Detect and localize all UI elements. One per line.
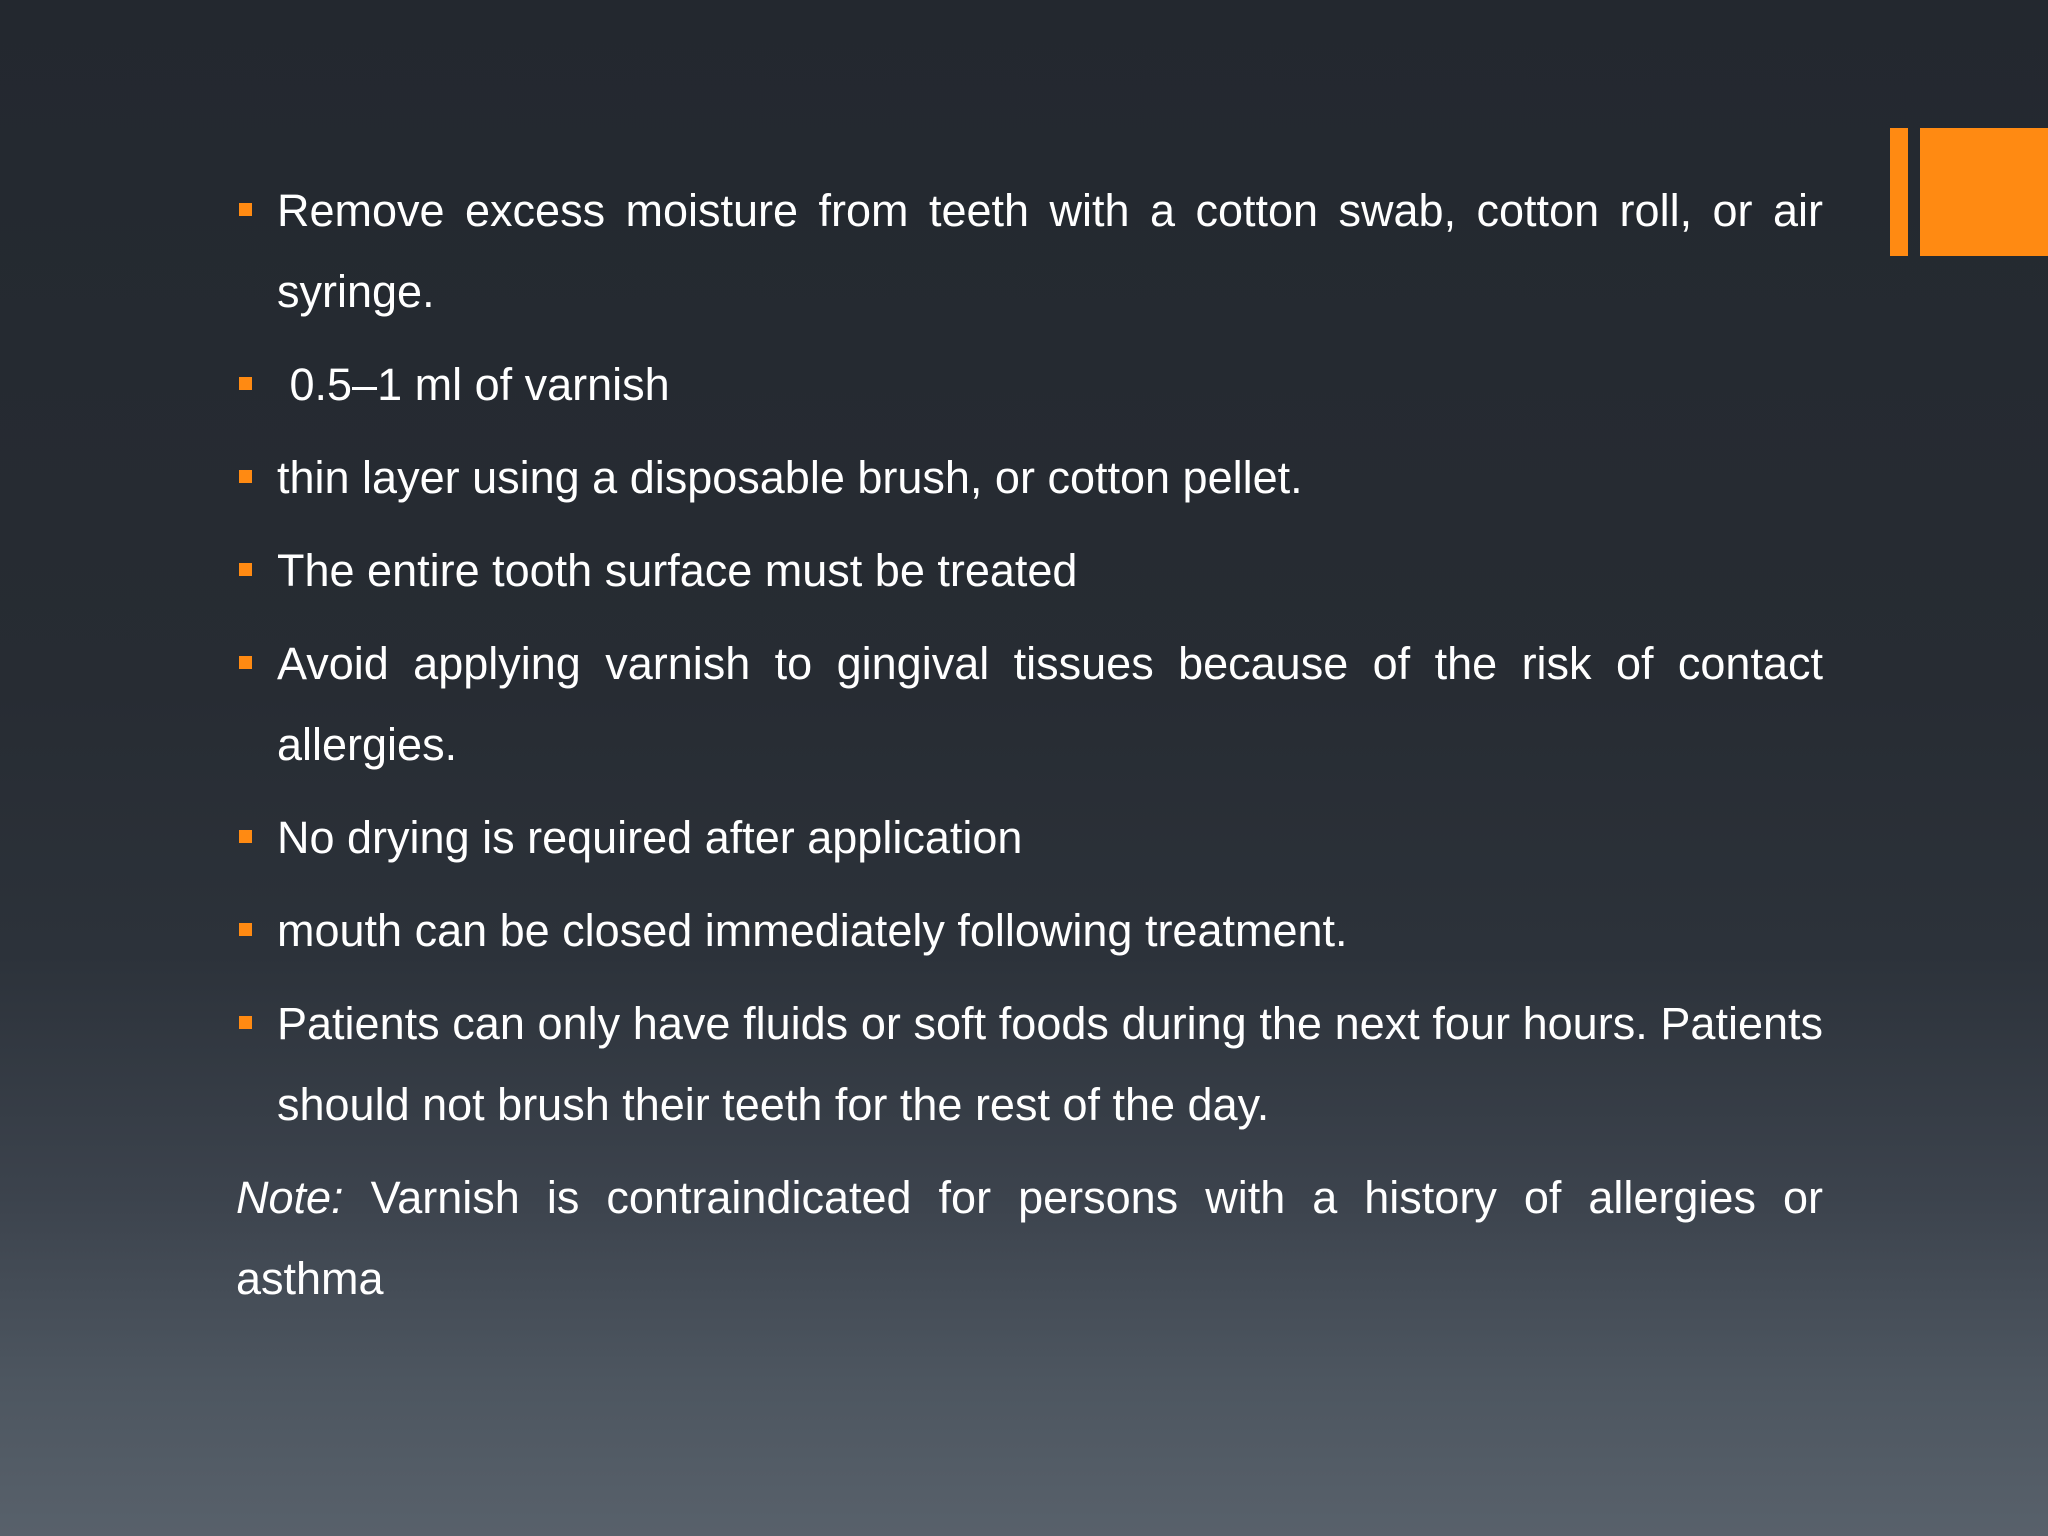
square-bullet-icon — [239, 377, 252, 390]
bullet-item — [236, 170, 1823, 332]
bullet-text: thin layer using a disposable brush, or cotton pellet. — [277, 452, 1303, 503]
square-bullet-icon — [239, 470, 252, 483]
bullet-text: Remove excess moisture from teeth with a cotton swab, cotton roll, or air syringe. — [277, 185, 1823, 317]
bullet-text: No drying is required after application — [277, 812, 1023, 863]
note-paragraph — [236, 1157, 1823, 1319]
bullet-item — [236, 623, 1823, 785]
square-bullet-icon — [239, 1016, 252, 1029]
bullet-text: mouth can be closed immediately following treatment. — [277, 905, 1348, 956]
bullet-item — [236, 437, 1823, 518]
accent-bar-thin — [1890, 128, 1908, 256]
bullet-text: The entire tooth surface must be treated — [277, 545, 1078, 596]
bullet-item — [236, 890, 1823, 971]
bullet-item — [236, 983, 1823, 1145]
bullet-list — [236, 170, 1823, 1145]
square-bullet-icon — [239, 203, 252, 216]
bullet-item — [236, 344, 1823, 425]
square-bullet-icon — [239, 563, 252, 576]
note-label: Note: — [236, 1172, 344, 1223]
bullet-text: 0.5–1 ml of varnish — [277, 359, 670, 410]
accent-bar-block — [1920, 128, 2048, 256]
bullet-text: Patients can only have fluids or soft foods during the next four hours. Patients should not brush their teeth for the rest of the day. — [277, 998, 1823, 1130]
bullet-item — [236, 797, 1823, 878]
bullet-item — [236, 530, 1823, 611]
slide-body — [236, 170, 1823, 1319]
square-bullet-icon — [239, 923, 252, 936]
square-bullet-icon — [239, 656, 252, 669]
bullet-text: Avoid applying varnish to gingival tissues because of the risk of contact allergies. — [277, 638, 1823, 770]
square-bullet-icon — [239, 830, 252, 843]
note-text: Varnish is contraindicated for persons with a history of allergies or asthma — [236, 1172, 1823, 1304]
